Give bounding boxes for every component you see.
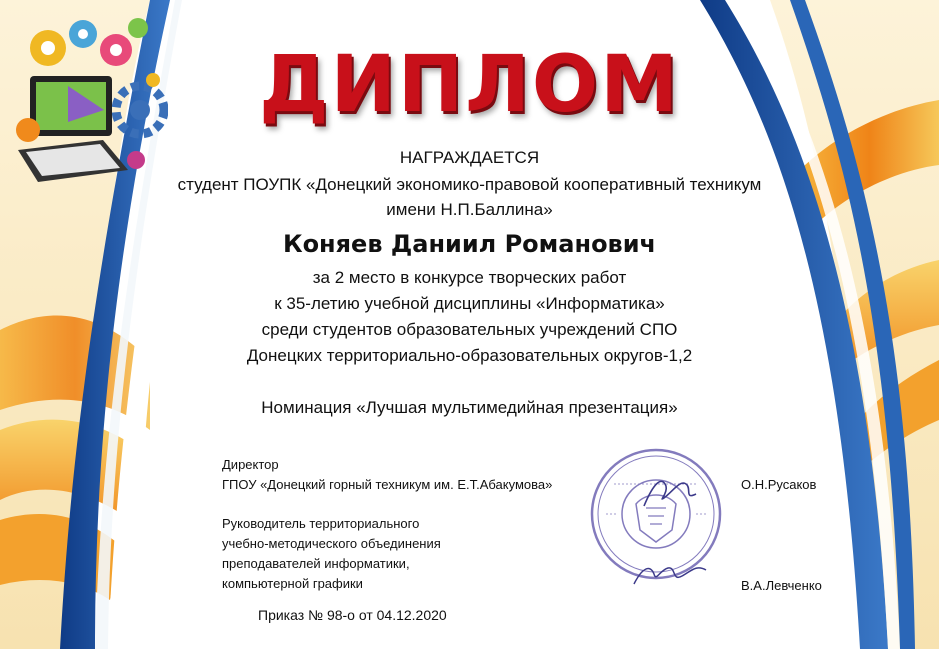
student-line-2: имени Н.П.Баллина» <box>386 200 553 219</box>
director-organization: ГПОУ «Донецкий горный техникум им. Е.Т.Абакумова» <box>222 477 553 492</box>
reason-line-1: за 2 место в конкурсе творческих работ <box>312 268 627 287</box>
nomination: Номинация «Лучшая мультимедийная презентация» <box>261 398 678 417</box>
director-title: Директор <box>222 457 279 472</box>
awarded-label: НАГРАЖДАЕТСЯ <box>399 148 540 167</box>
head-line-3: преподавателей информатики, <box>222 556 410 571</box>
reason-line-4: Донецких территориально-образовательных округов-1,2 <box>246 346 693 365</box>
diploma-title: ДИПЛОМ <box>259 40 680 130</box>
director-signature <box>640 472 700 512</box>
director-name: О.Н.Русаков <box>741 477 817 492</box>
head-line-4: компьютерной графики <box>222 576 363 591</box>
reason-line-2: к 35-летию учебной дисциплины «Информатика» <box>274 294 665 313</box>
recipient-name: Коняев Даниил Романович <box>282 230 657 258</box>
head-name: В.А.Левченко <box>741 578 822 593</box>
head-signature <box>630 556 710 592</box>
student-line-1: студент ПОУПК «Донецкий экономико-правовой кооперативный техникум <box>177 175 762 194</box>
reason-line-3: среди студентов образовательных учреждений СПО <box>261 320 678 339</box>
head-line-1: Руководитель территориального <box>222 516 420 531</box>
order-reference: Приказ № 98-о от 04.12.2020 <box>258 607 447 623</box>
head-line-2: учебно-методического объединения <box>222 536 441 551</box>
